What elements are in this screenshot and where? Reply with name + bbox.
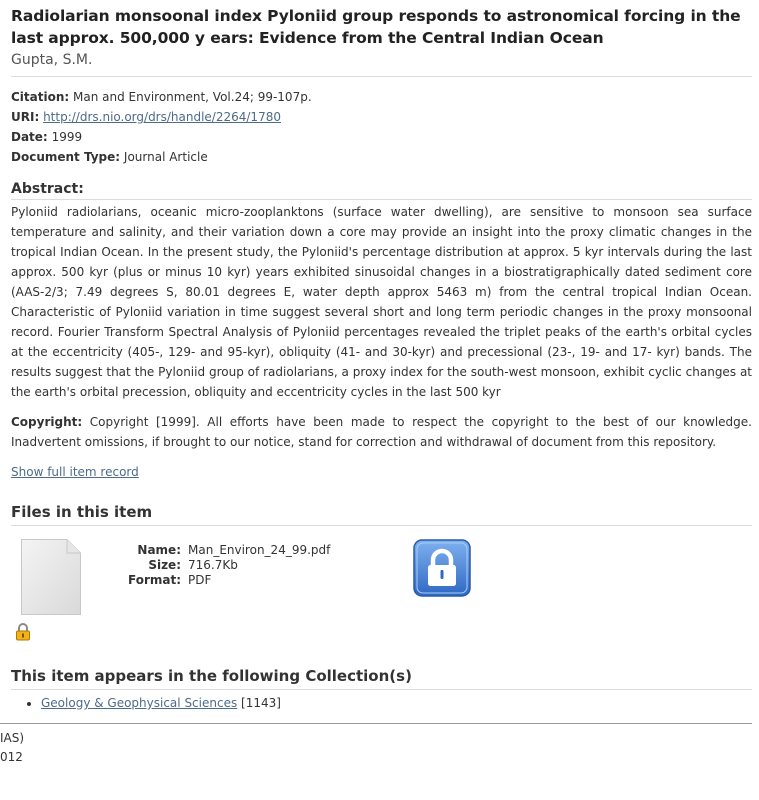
document-type-label: Document Type: [11,150,121,164]
date-row [11,127,752,147]
copyright-block [11,412,752,452]
uri-row [11,107,752,127]
footer-line-2: 012 [0,750,23,764]
document-type-value: Journal Article [123,150,208,164]
item-view [11,5,752,712]
title-divider [11,76,752,77]
file-name-value: Man_Environ_24_99.pdf [188,543,331,557]
citation-row [11,87,752,107]
file-format-label: Format: [127,573,181,587]
abstract-heading: Abstract: [11,181,84,197]
file-format-value: PDF [188,573,212,587]
document-thumbnail-icon[interactable] [21,539,81,615]
uri-label: URI: [11,110,40,124]
collection-item [41,694,752,712]
citation-value: Man and Environment, Vol.24; 99-107p. [73,90,312,104]
collection-link[interactable]: Geology & Geophysical Sciences [41,696,238,710]
file-size-label: Size: [148,558,181,572]
date-label: Date: [11,130,48,144]
item-title: Radiolarian monsoonal index Pyloniid group responds to astronomical forcing in the last approx. 500,000 y ears: Evidence from the Central Indian Ocean [11,7,741,47]
footer-divider [0,723,752,724]
collections-divider [11,689,752,690]
file-name-row [121,543,330,558]
collections-list [11,694,752,712]
uri-link[interactable]: http://drs.nio.org/drs/handle/2264/1780 [43,110,281,124]
document-type-row [11,147,752,167]
files-heading: Files in this item [11,503,153,521]
file-size-row [121,558,330,573]
footer-line-1: IAS) [0,731,25,745]
file-size-value: 716.7Kb [188,558,238,572]
date-value: 1999 [51,130,83,144]
collections-heading: This item appears in the following Collection(s) [11,667,412,685]
citation-label: Citation: [11,90,70,104]
abstract-divider [11,199,752,200]
item-author: Gupta, S.M. [11,52,93,68]
show-full-record-link[interactable]: Show full item record [11,465,139,479]
collection-count: [1143] [241,696,281,710]
file-format-row [121,573,330,588]
padlock-icon [15,623,31,641]
copyright-label: Copyright: [11,415,83,429]
abstract-text: Pyloniid radiolarians, oceanic micro-zooplanktons (surface water dwelling), are sensitive to monsoon sea surface temperature and salinity, and their variation down a core may provide an insight into the proxy climatic changes in the tropical Indian Ocean. In the present study, the Pyloniid's percentage distribution at approx. 5 kyr intervals during the last approx. 500 kyr (plus or minus 10 kyr) years exhibited sinusoidal changes in a biostratigraphically dated sediment core (AAS-2/3; 7.49 degrees S, 80.01 degrees E, water depth approx 5463 m) from the central tropical Indian Ocean. Characteristic of Pyloniid variation in time suggest several short and long term periodic changes in the proxy monsoonal record. Fourier Transform Spectral Analysis of Pyloniid percentages revealed the triplet peaks of the earth's orbital cycles at the eccentricity (405-, 129- and 95-kyr), obliquity (41- and 30-kyr) and precessional (23-, 19- and 17- kyr) bands. The results suggest that the Pyloniid group of radiolarians, a proxy index for the south-west monsoon, exhibit cyclic changes at the earth's orbital precession, obliquity and eccentricity cycles in the last 500 kyr [11,205,752,399]
file-metadata [121,543,330,588]
copyright-text: Copyright [1999]. All efforts have been made to respect the copyright to the best of our knowledge. Inadvertent omissions, if brought to our notice, stand for correction and withdrawal of document from this repository. [11,415,752,449]
file-item [11,526,752,666]
file-name-label: Name: [137,543,181,557]
locked-file-icon[interactable] [413,539,471,597]
